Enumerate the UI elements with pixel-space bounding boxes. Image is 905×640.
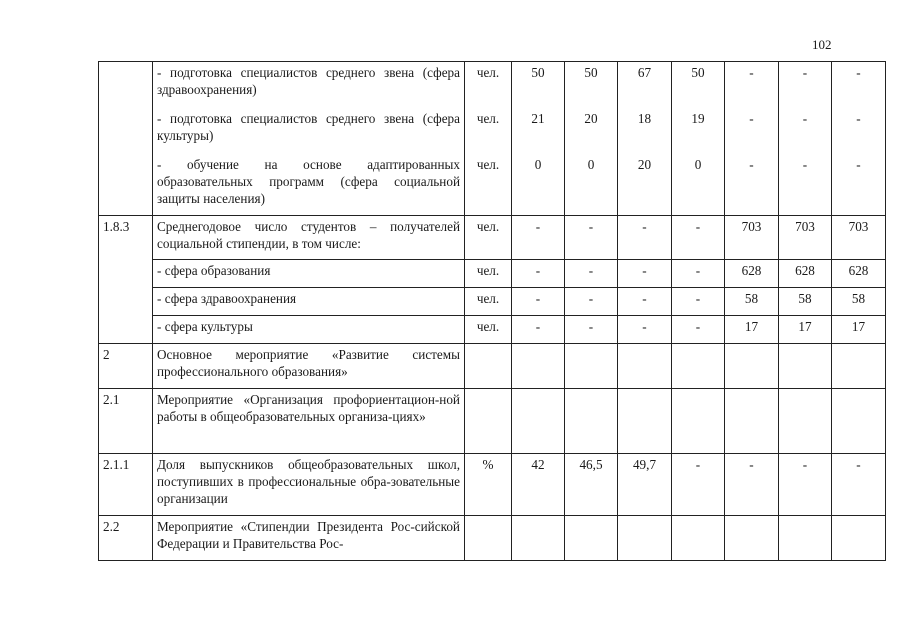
row-value: -	[565, 260, 618, 288]
row-value: -	[725, 154, 779, 216]
row-value	[672, 344, 725, 389]
table-row	[99, 62, 886, 108]
row-value	[618, 516, 672, 561]
table-row	[99, 108, 886, 154]
row-value	[779, 516, 832, 561]
row-unit: чел.	[465, 316, 512, 344]
row-value: 49,7	[618, 454, 672, 516]
row-value: -	[672, 316, 725, 344]
row-value	[725, 389, 779, 454]
table-row	[99, 288, 886, 316]
row-value: -	[832, 154, 886, 216]
row-value: -	[779, 154, 832, 216]
row-value: -	[832, 62, 886, 108]
row-value	[672, 516, 725, 561]
row-value: -	[725, 454, 779, 516]
row-code	[99, 62, 153, 216]
row-code: 2.2	[99, 516, 153, 561]
row-value: -	[618, 260, 672, 288]
row-value	[512, 389, 565, 454]
row-name: Среднегодовое число студентов – получателей социальной стипендии, в том числе:	[153, 216, 465, 260]
row-code: 2	[99, 344, 153, 389]
row-value	[565, 344, 618, 389]
table-row	[99, 216, 886, 260]
row-value: 18	[618, 108, 672, 154]
row-value: 42	[512, 454, 565, 516]
row-value: 58	[832, 288, 886, 316]
row-value	[832, 516, 886, 561]
row-value: 0	[672, 154, 725, 216]
row-name: - обучение на основе адаптированных образовательных программ (сфера социальной защиты населения)	[153, 154, 465, 216]
row-value: 703	[725, 216, 779, 260]
table-row	[99, 154, 886, 216]
row-value: 628	[832, 260, 886, 288]
row-name: - подготовка специалистов среднего звена (сфера здравоохранения)	[153, 62, 465, 108]
row-value: -	[779, 454, 832, 516]
row-code: 2.1	[99, 389, 153, 454]
row-value: -	[565, 216, 618, 260]
row-value: -	[779, 62, 832, 108]
row-unit: чел.	[465, 108, 512, 154]
row-value: 17	[779, 316, 832, 344]
row-value: -	[512, 260, 565, 288]
row-name: - сфера образования	[153, 260, 465, 288]
row-value: -	[725, 108, 779, 154]
table-row	[99, 516, 886, 561]
row-value: 19	[672, 108, 725, 154]
row-value: 58	[779, 288, 832, 316]
row-value: -	[565, 288, 618, 316]
row-value: 58	[725, 288, 779, 316]
row-value	[832, 344, 886, 389]
row-value: -	[618, 216, 672, 260]
row-name: Мероприятие «Стипендии Президента Рос-сийской Федерации и Правительства Рос-	[153, 516, 465, 561]
row-code: 1.8.3	[99, 216, 153, 344]
row-value: -	[672, 260, 725, 288]
row-name: - сфера здравоохранения	[153, 288, 465, 316]
row-unit: чел.	[465, 288, 512, 316]
row-value: 50	[672, 62, 725, 108]
row-unit: %	[465, 454, 512, 516]
row-name: Мероприятие «Организация профориентацион-ной работы в общеобразовательных организа-циях»	[153, 389, 465, 454]
row-value: -	[672, 288, 725, 316]
row-value	[618, 389, 672, 454]
row-value: 50	[512, 62, 565, 108]
row-value	[672, 389, 725, 454]
row-unit	[465, 344, 512, 389]
table-row	[99, 389, 886, 454]
row-value: 703	[779, 216, 832, 260]
row-value: -	[618, 288, 672, 316]
row-value: 67	[618, 62, 672, 108]
table-row	[99, 316, 886, 344]
row-unit	[465, 389, 512, 454]
row-value	[779, 344, 832, 389]
row-unit: чел.	[465, 260, 512, 288]
page-number: 102	[812, 37, 832, 52]
table-row	[99, 260, 886, 288]
row-unit: чел.	[465, 154, 512, 216]
row-value: -	[779, 108, 832, 154]
row-value: 0	[565, 154, 618, 216]
row-value: 628	[725, 260, 779, 288]
indicators-table	[98, 61, 886, 561]
row-value: 17	[832, 316, 886, 344]
row-value: 21	[512, 108, 565, 154]
row-value	[832, 389, 886, 454]
row-value: -	[832, 454, 886, 516]
row-value	[725, 516, 779, 561]
row-value: -	[512, 316, 565, 344]
row-value: -	[832, 108, 886, 154]
row-value: -	[512, 288, 565, 316]
row-value	[512, 344, 565, 389]
row-name: Доля выпускников общеобразовательных школ, поступивших в профессиональные обра-зовательные организации	[153, 454, 465, 516]
row-value: -	[618, 316, 672, 344]
row-value: 46,5	[565, 454, 618, 516]
row-value: -	[565, 316, 618, 344]
row-value	[565, 516, 618, 561]
row-value: 0	[512, 154, 565, 216]
row-unit: чел.	[465, 216, 512, 260]
row-value: -	[512, 216, 565, 260]
row-value: 17	[725, 316, 779, 344]
row-value	[512, 516, 565, 561]
row-name: - сфера культуры	[153, 316, 465, 344]
row-value: -	[672, 216, 725, 260]
row-value: -	[725, 62, 779, 108]
row-value: 628	[779, 260, 832, 288]
row-unit: чел.	[465, 62, 512, 108]
row-code: 2.1.1	[99, 454, 153, 516]
row-value: 20	[618, 154, 672, 216]
row-value: -	[672, 454, 725, 516]
row-value: 20	[565, 108, 618, 154]
row-value: 50	[565, 62, 618, 108]
row-value	[565, 389, 618, 454]
row-name: - подготовка специалистов среднего звена (сфера культуры)	[153, 108, 465, 154]
row-unit	[465, 516, 512, 561]
row-name: Основное мероприятие «Развитие системы профессионального образования»	[153, 344, 465, 389]
table-row	[99, 454, 886, 516]
row-value: 703	[832, 216, 886, 260]
table-row	[99, 344, 886, 389]
row-value	[725, 344, 779, 389]
row-value	[618, 344, 672, 389]
row-value	[779, 389, 832, 454]
